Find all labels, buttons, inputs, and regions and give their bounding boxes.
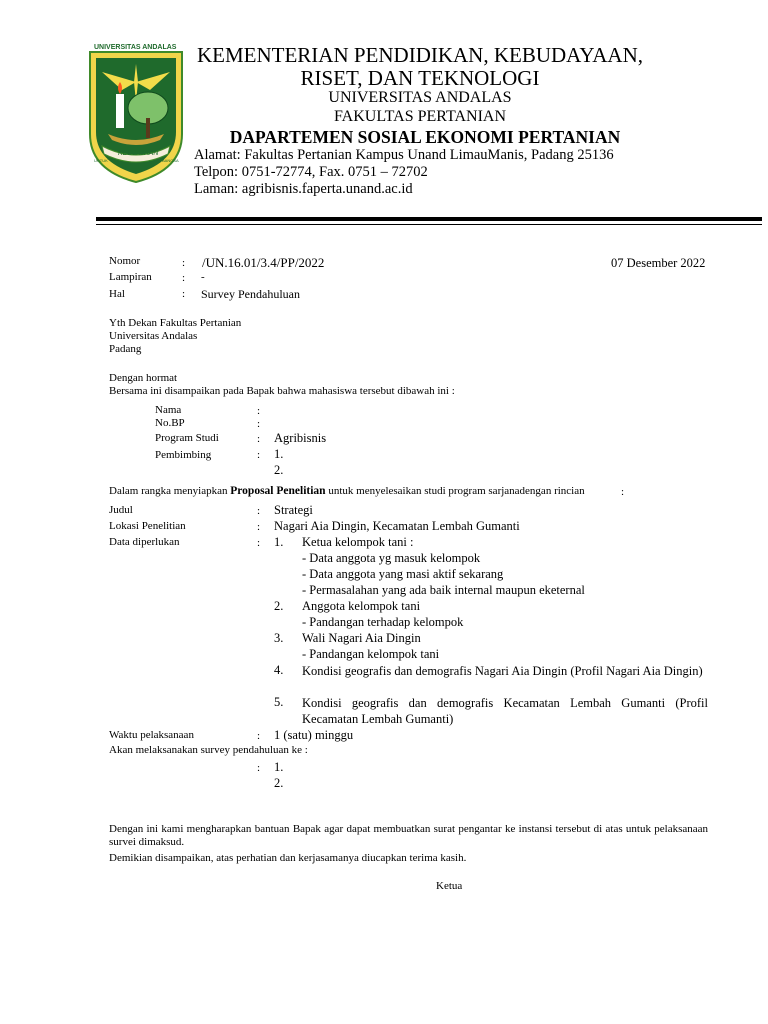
logo-ribbon-text: KEDJAJAAN: [118, 150, 159, 157]
department-name: DAPARTEMEN SOSIAL EKONOMI PERTANIAN: [229, 127, 621, 147]
lokasi-value: Nagari Aia Dingin, Kecamatan Lembah Gumanti: [274, 519, 520, 533]
nama-colon: :: [257, 405, 261, 417]
nomor-label: Nomor: [109, 255, 141, 267]
letterhead-divider-thick: [96, 217, 762, 221]
hal-label: Hal: [109, 288, 125, 300]
phone-line: Telpon: 0751-72774, Fax. 0751 – 72702: [194, 164, 428, 180]
pembimbing-colon: :: [257, 449, 261, 461]
data-item-3-number: 3.: [274, 631, 284, 645]
lampiran-label: Lampiran: [109, 271, 152, 283]
data-item-1-text: Ketua kelompok tani :: [302, 535, 414, 549]
faculty-name: FAKULTAS PERTANIAN: [333, 108, 507, 125]
waktu-value: 1 (satu) minggu: [274, 728, 354, 742]
judul-label: Judul: [109, 504, 133, 516]
judul-value: Strategi: [274, 503, 313, 517]
pembimbing-1: 1.: [274, 447, 284, 461]
recipient-line-3: Padang: [109, 343, 142, 355]
letter-date: 07 Desember 2022: [611, 256, 706, 270]
letterhead-divider-thin: [96, 224, 762, 225]
nobp-colon: :: [257, 418, 261, 430]
ministry-line-2: RISET, DAN TEKNOLOGI: [300, 66, 540, 90]
proposal-bold: Proposal Penelitian: [230, 485, 326, 497]
pembimbing-label: Pembimbing: [155, 449, 212, 461]
nomor-value: /UN.16.01/3.4/PP/2022: [202, 255, 325, 270]
website-line: Laman: agribisnis.faperta.unand.ac.id: [194, 181, 413, 197]
data-item-3a: - Pandangan kelompok tani: [302, 647, 440, 661]
greeting: Dengan hormat: [109, 372, 178, 384]
pembimbing-2: 2.: [274, 463, 284, 477]
data-item-1-number: 1.: [274, 535, 284, 549]
proposal-post: untuk menyelesaikan studi program sarjanadengan rincian: [325, 485, 585, 497]
logo-ribbon-left-text: UNTUK: [94, 158, 108, 163]
proposal-sentence: [109, 485, 585, 497]
prodi-label: Program Studi: [155, 432, 219, 444]
data-colon: :: [257, 537, 261, 549]
waktu-label: Waktu pelaksanaan: [109, 729, 194, 741]
closing-paragraph-1: Dengan ini kami mengharapkan bantuan Bapak agar dapat membuatkan surat pengantar ke instansi tersebut di atas untuk pelaksanaan survei dimaksud.: [109, 823, 708, 848]
data-item-4-text: Kondisi geografis dan demografis Nagari Aia Dingin (Profil Nagari Aia Dingin): [302, 664, 703, 678]
closing-paragraph-2: Demikian disampaikan, atas perhatian dan kerjasamanya diucapkan terima kasih.: [109, 852, 467, 864]
data-label: Data diperlukan: [109, 536, 180, 548]
lokasi-label: Lokasi Penelitian: [109, 520, 186, 532]
data-item-1a: - Data anggota yg masuk kelompok: [302, 551, 481, 565]
data-item-2a: - Pandangan terhadap kelompok: [302, 615, 464, 629]
intro-text: Bersama ini disampaikan pada Bapak bahwa mahasiswa tersebut dibawah ini :: [109, 385, 455, 397]
data-item-4-number: 4.: [274, 663, 284, 677]
nobp-label: No.BP: [155, 417, 185, 429]
prodi-colon: :: [257, 433, 261, 445]
survey-colon: :: [257, 762, 261, 774]
university-name: UNIVERSITAS ANDALAS: [328, 89, 512, 106]
data-item-2-number: 2.: [274, 599, 284, 613]
ministry-line-1: KEMENTERIAN PENDIDIKAN, KEBUDAYAAN,: [196, 43, 644, 67]
recipient-line-2: Universitas Andalas: [109, 330, 198, 342]
logo-ribbon-right-text: BANGSA: [162, 158, 179, 163]
logo-top-text: UNIVERSITAS ANDALAS: [94, 44, 177, 51]
nomor-colon: :: [182, 257, 186, 269]
hal-value: Survey Pendahuluan: [201, 287, 300, 301]
proposal-pre: Dalam rangka menyiapkan: [109, 485, 231, 497]
judul-colon: :: [257, 505, 261, 517]
data-item-5-number: 5.: [274, 695, 284, 709]
hal-colon: :: [182, 288, 186, 300]
data-item-2-text: Anggota kelompok tani: [302, 599, 421, 613]
prodi-value: Agribisnis: [274, 431, 327, 445]
survey-item-2: 2.: [274, 776, 284, 790]
waktu-colon: :: [257, 730, 261, 742]
data-item-1c: - Permasalahan yang ada baik internal maupun eketernal: [302, 583, 585, 597]
nama-label: Nama: [155, 404, 182, 416]
survey-intro: Akan melaksanakan survey pendahuluan ke :: [109, 744, 308, 756]
address-line: Alamat: Fakultas Pertanian Kampus Unand LimauManis, Padang 25136: [194, 147, 614, 163]
lokasi-colon: :: [257, 521, 261, 533]
survey-item-1: 1.: [274, 760, 284, 774]
lampiran-value: -: [201, 271, 205, 283]
data-item-5-text: Kondisi geografis dan demografis Kecamatan Lembah Gumanti (Profil Kecamatan Lembah Gumanti): [302, 696, 708, 726]
lampiran-colon: :: [182, 272, 186, 284]
proposal-colon: :: [621, 486, 625, 498]
recipient-line-1: Yth Dekan Fakultas Pertanian: [109, 317, 242, 329]
data-item-3-text: Wali Nagari Aia Dingin: [302, 631, 421, 645]
signature-title: Ketua: [436, 880, 463, 892]
data-item-1b: - Data anggota yang masi aktif sekarang: [302, 567, 504, 581]
